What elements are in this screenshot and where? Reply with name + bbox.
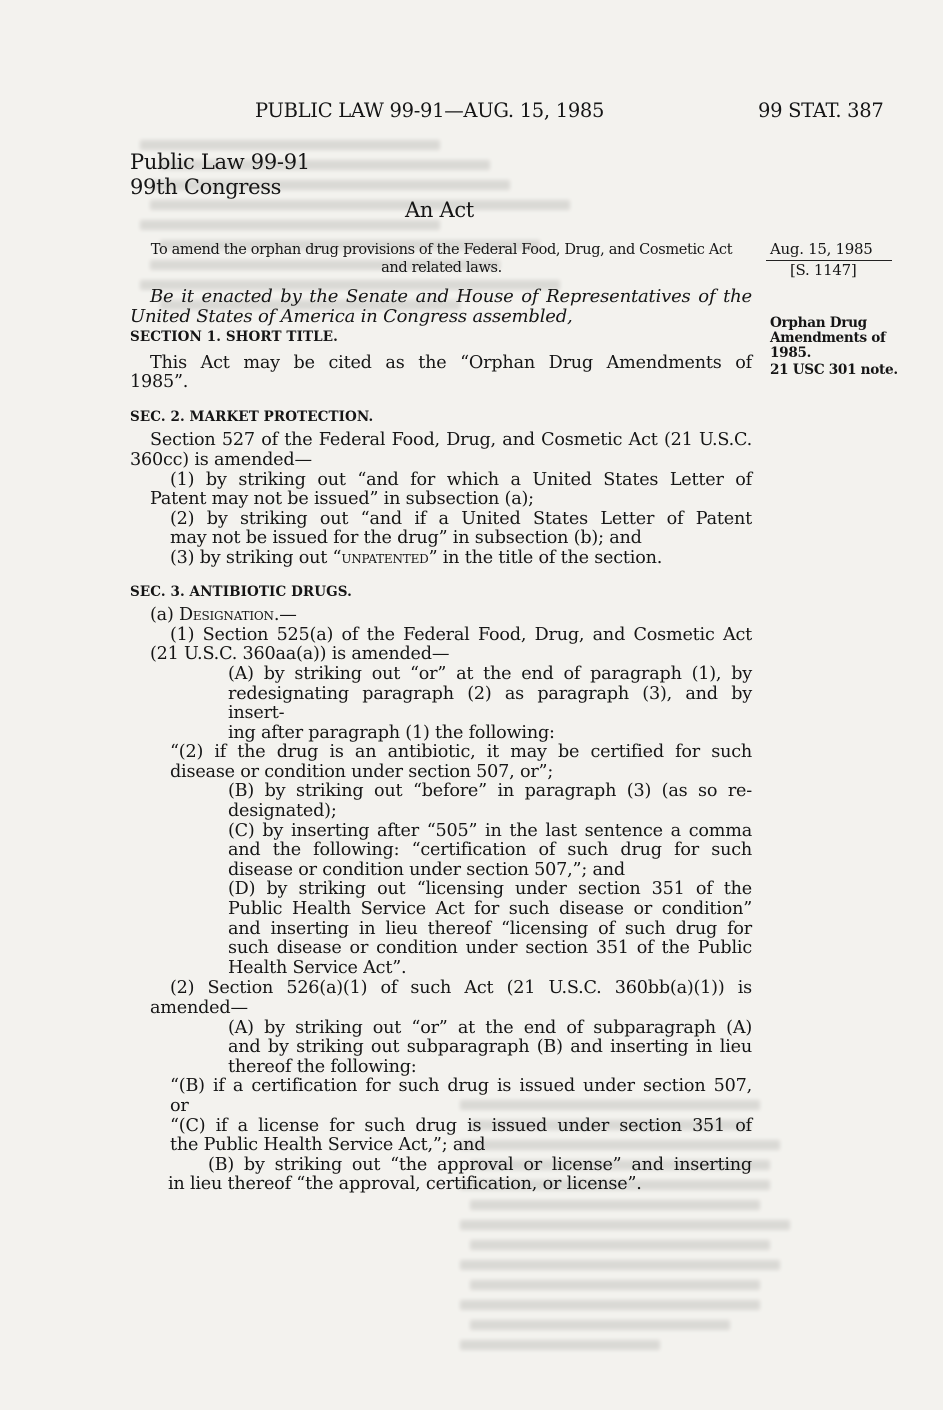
- section-1-heading: SECTION 1. SHORT TITLE.: [130, 329, 338, 345]
- section-3-text: (21 U.S.C. 360aa(a)) is amended—: [150, 644, 450, 665]
- bleed-line: [460, 1300, 760, 1310]
- margin-bill-number: [S. 1147]: [790, 261, 857, 279]
- clause-A: (A) by striking out “or” at the end of paragraph (1), by redesignating paragraph (2) as paragraph (3), and by insert- ing after paragraph (1) the following:: [228, 663, 752, 743]
- bleed-line: [470, 1240, 770, 1250]
- purpose-clause: [130, 241, 753, 277]
- bleed-line: [140, 220, 440, 230]
- section-3-text: (2) Section 526(a)(1) of such Act (21 U.S.C. 360bb(a)(1)) is: [170, 978, 752, 999]
- margin-date: Aug. 15, 1985: [770, 240, 873, 258]
- section-1-text: This Act may be cited as the “Orphan Drug Amendments of: [150, 352, 752, 373]
- bleed-line: [470, 1280, 760, 1290]
- section-3-text: amended—: [150, 998, 248, 1018]
- bleed-line: [140, 140, 440, 150]
- inserted-subparagraph-B: “(B) if a certification for such drug is issued under section 507,: [170, 1076, 752, 1097]
- purpose-line: and related laws.: [381, 260, 502, 276]
- inserted-subparagraph-B: or: [170, 1095, 189, 1116]
- clause-B: (B) by striking out “before” in paragraph (3) (as so re- designated);: [228, 781, 752, 822]
- bleed-line: [460, 1220, 790, 1230]
- section-2-paragraph: may not be issued for the drug” in subsection (b); and: [170, 528, 642, 549]
- running-head: PUBLIC LAW 99-91—AUG. 15, 1985: [255, 99, 605, 122]
- inserted-paragraph-2: disease or condition under section 507, or”;: [170, 761, 554, 782]
- act-title: An Act: [405, 198, 474, 222]
- section-2-paragraph: (2) by striking out “and if a United States Letter of Patent: [170, 508, 752, 529]
- bleed-line: [460, 1260, 780, 1270]
- enacting-clause: United States of America in Congress assembled,: [130, 306, 573, 327]
- bleed-line: [460, 1340, 660, 1350]
- clause-2A: (A) by striking out “or” at the end of subparagraph (A) and by striking out subparagraph (B) and inserting in lieu thereof the following:: [228, 1017, 752, 1077]
- subsection-a-heading: (a) Designation.—: [150, 605, 297, 626]
- bleed-line: [150, 200, 570, 210]
- enacting-clause: Be it enacted by the Senate and House of Representatives of the: [150, 286, 752, 307]
- inserted-paragraph-2: “(2) if the drug is an antibiotic, it may be certified for such: [170, 742, 752, 763]
- section-2-paragraph: Patent may not be issued” in subsection (a);: [150, 489, 534, 510]
- bleed-line: [470, 1320, 730, 1330]
- purpose-line: To amend the orphan drug provisions of the Federal Food, Drug, and Cosmetic Act: [150, 242, 733, 258]
- section-2-paragraph: (3) by striking out “unpatented” in the title of the section.: [170, 547, 663, 568]
- section-2-heading: SEC. 2. MARKET PROTECTION.: [130, 408, 374, 425]
- clause-D: (D) by striking out “licensing under section 351 of the Public Health Service Act for such disease or condition” and inserting in lieu thereof “licensing of such drug for such disease or condition under section 351 of the Public Health Service Act”.: [228, 879, 752, 978]
- stat-page-number: 99 STAT. 387: [758, 99, 884, 122]
- law-body: [130, 287, 752, 1195]
- section-2-intro: Section 527 of the Federal Food, Drug, and Cosmetic Act (21 U.S.C.: [150, 430, 752, 451]
- clause-C: (C) by inserting after “505” in the last sentence a comma and the following: “certification of such drug for such disease or condition under section 507,”; and: [228, 820, 752, 880]
- section-3-text: (1) Section 525(a) of the Federal Food, Drug, and Cosmetic Act: [170, 624, 752, 645]
- bleed-line: [470, 1200, 760, 1210]
- clause-2B: (B) by striking out “the approval or license” and inserting in lieu thereof “the approval, certification, or license”.: [168, 1154, 752, 1195]
- section-2-intro: 360cc) is amended—: [130, 449, 312, 470]
- section-1-text: 1985”.: [130, 372, 189, 393]
- inserted-subparagraph-C: the Public Health Service Act,”; and: [170, 1135, 486, 1156]
- congress-number: 99th Congress: [130, 175, 282, 199]
- law-designation: [130, 150, 310, 200]
- section-2-paragraph: (1) by striking out “and for which a United States Letter of: [170, 469, 752, 490]
- inserted-subparagraph-C: “(C) if a license for such drug is issued under section 351 of: [170, 1115, 752, 1136]
- public-law-number: Public Law 99-91: [130, 150, 310, 174]
- margin-usc-note: 21 USC 301 note.: [770, 362, 898, 378]
- margin-short-title-note: Orphan Drug Amendments of 1985.: [770, 315, 886, 361]
- section-3-heading: SEC. 3. ANTIBIOTIC DRUGS.: [130, 583, 352, 600]
